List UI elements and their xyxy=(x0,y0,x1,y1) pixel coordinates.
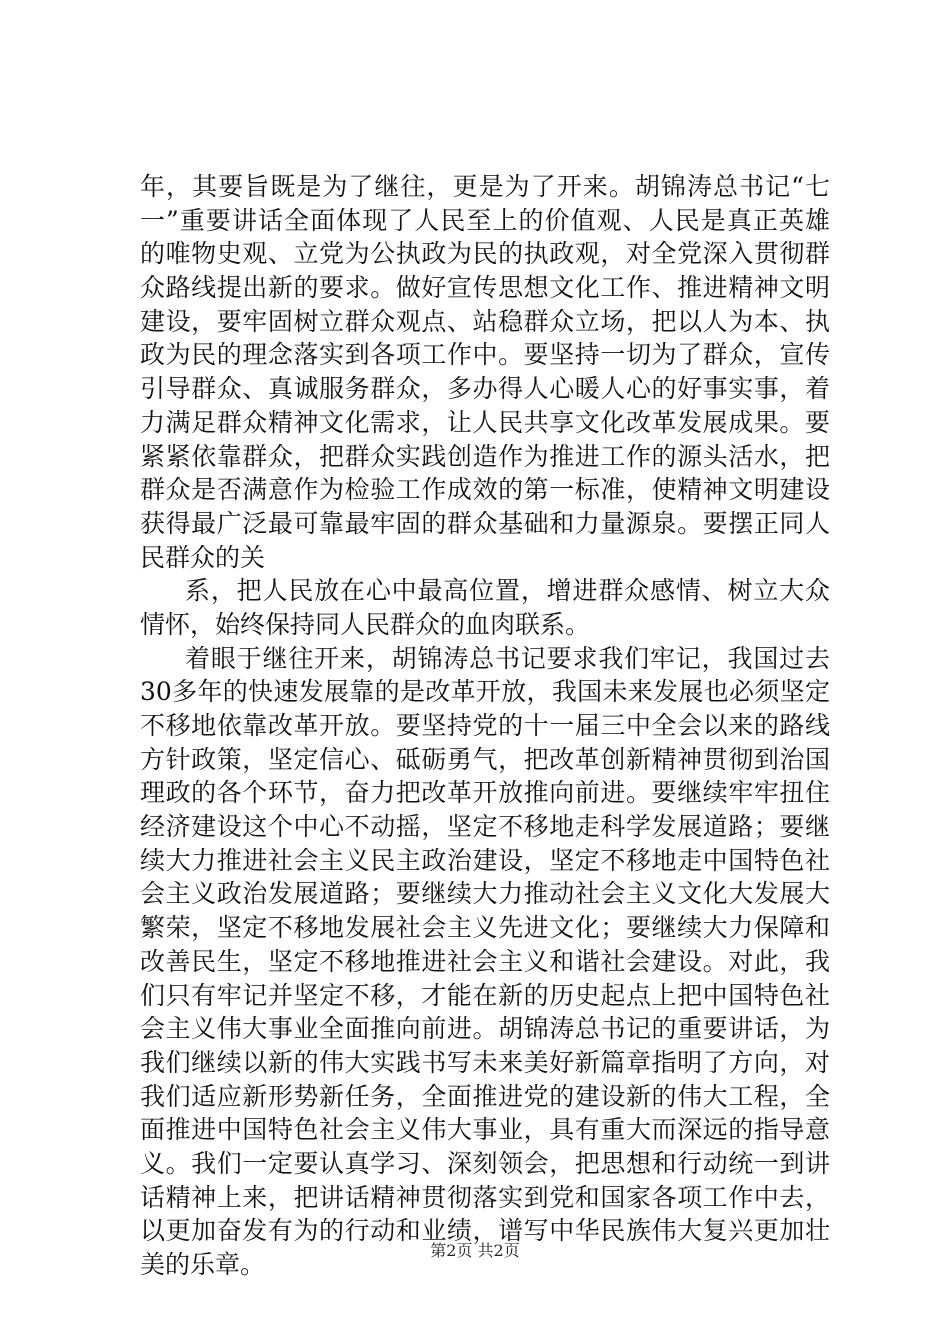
text-line: 30多年的快速发展靠的是改革开放，我国未来发展也必须坚定 xyxy=(140,677,830,707)
text-line: 情怀，始终保持同人民群众的血肉联系。 xyxy=(140,609,591,639)
text-line: 政为民的理念落实到各项工作中。要坚持一切为了群众，宣传 xyxy=(140,340,830,370)
text-line: 会主义政治发展道路；要继续大力推动社会主义文化大发展大 xyxy=(140,879,830,909)
text-line: 义。我们一定要认真学习、深刻领会，把思想和行动统一到讲 xyxy=(140,1148,830,1178)
body-text xyxy=(140,170,830,1282)
text-line: 着眼于继往开来，胡锦涛总书记要求我们牢记，我国过去 xyxy=(185,643,830,673)
text-line: 的唯物史观、立党为公执政为民的执政观，对全党深入贯彻群 xyxy=(140,239,830,269)
text-line: 力满足群众精神文化需求，让人民共享文化改革发展成果。要 xyxy=(140,407,830,437)
text-line: 民群众的关 xyxy=(140,542,266,572)
text-line: 理政的各个环节，奋力把改革开放推向前进。要继续牢牢扭住 xyxy=(140,778,830,808)
text-line: 经济建设这个中心不动摇，坚定不移地走科学发展道路；要继 xyxy=(140,812,830,842)
text-line: 一”重要讲话全面体现了人民至上的价值观、人民是真正英雄 xyxy=(140,205,830,235)
text-line: 话精神上来，把讲话精神贯彻落实到党和国家各项工作中去， xyxy=(140,1182,830,1212)
text-line: 我们适应新形势新任务，全面推进党的建设新的伟大工程，全 xyxy=(140,1081,830,1111)
text-line: 方针政策，坚定信心、砥砺勇气，把改革创新精神贯彻到治国 xyxy=(140,744,830,774)
text-line: 以更加奋发有为的行动和业绩，谱写中华民族伟大复兴更加壮 xyxy=(140,1216,830,1246)
text-line: 引导群众、真诚服务群众，多办得人心暖人心的好事实事，着 xyxy=(140,374,830,404)
text-line: 面推进中国特色社会主义伟大事业，具有重大而深远的指导意 xyxy=(140,1115,830,1145)
text-line: 繁荣，坚定不移地发展社会主义先进文化；要继续大力保障和 xyxy=(140,913,830,943)
text-line: 众路线提出新的要求。做好宣传思想文化工作、推进精神文明 xyxy=(140,273,830,303)
text-line: 续大力推进社会主义民主政治建设，坚定不移地走中国特色社 xyxy=(140,845,830,875)
text-line: 会主义伟大事业全面推向前进。胡锦涛总书记的重要讲话，为 xyxy=(140,1014,830,1044)
text-line: 我们继续以新的伟大实践书写未来美好新篇章指明了方向，对 xyxy=(140,1047,830,1077)
text-line: 紧紧依靠群众，把群众实践创造作为推进工作的源头活水，把 xyxy=(140,441,830,471)
page-footer: 第2页 共2页 xyxy=(430,1241,520,1260)
text-line: 建设，要牢固树立群众观点、站稳群众立场，把以人为本、执 xyxy=(140,306,830,336)
text-line: 系，把人民放在心中最高位置，增进群众感情、树立大众 xyxy=(185,576,830,606)
text-line: 改善民生，坚定不移地推进社会主义和谐社会建设。对此，我 xyxy=(140,946,830,976)
text-line: 不移地依靠改革开放。要坚持党的十一届三中全会以来的路线 xyxy=(140,711,830,740)
text-line: 群众是否满意作为检验工作成效的第一标准，使精神文明建设 xyxy=(140,475,830,505)
text-line: 美的乐章。 xyxy=(140,1250,266,1279)
text-line: 们只有牢记并坚定不移，才能在新的历史起点上把中国特色社 xyxy=(140,980,830,1010)
text-line: 获得最广泛最可靠最牢固的群众基础和力量源泉。要摆正同人 xyxy=(140,508,830,538)
text-line: 年，其要旨既是为了继往，更是为了开来。胡锦涛总书记“七 xyxy=(140,172,830,201)
